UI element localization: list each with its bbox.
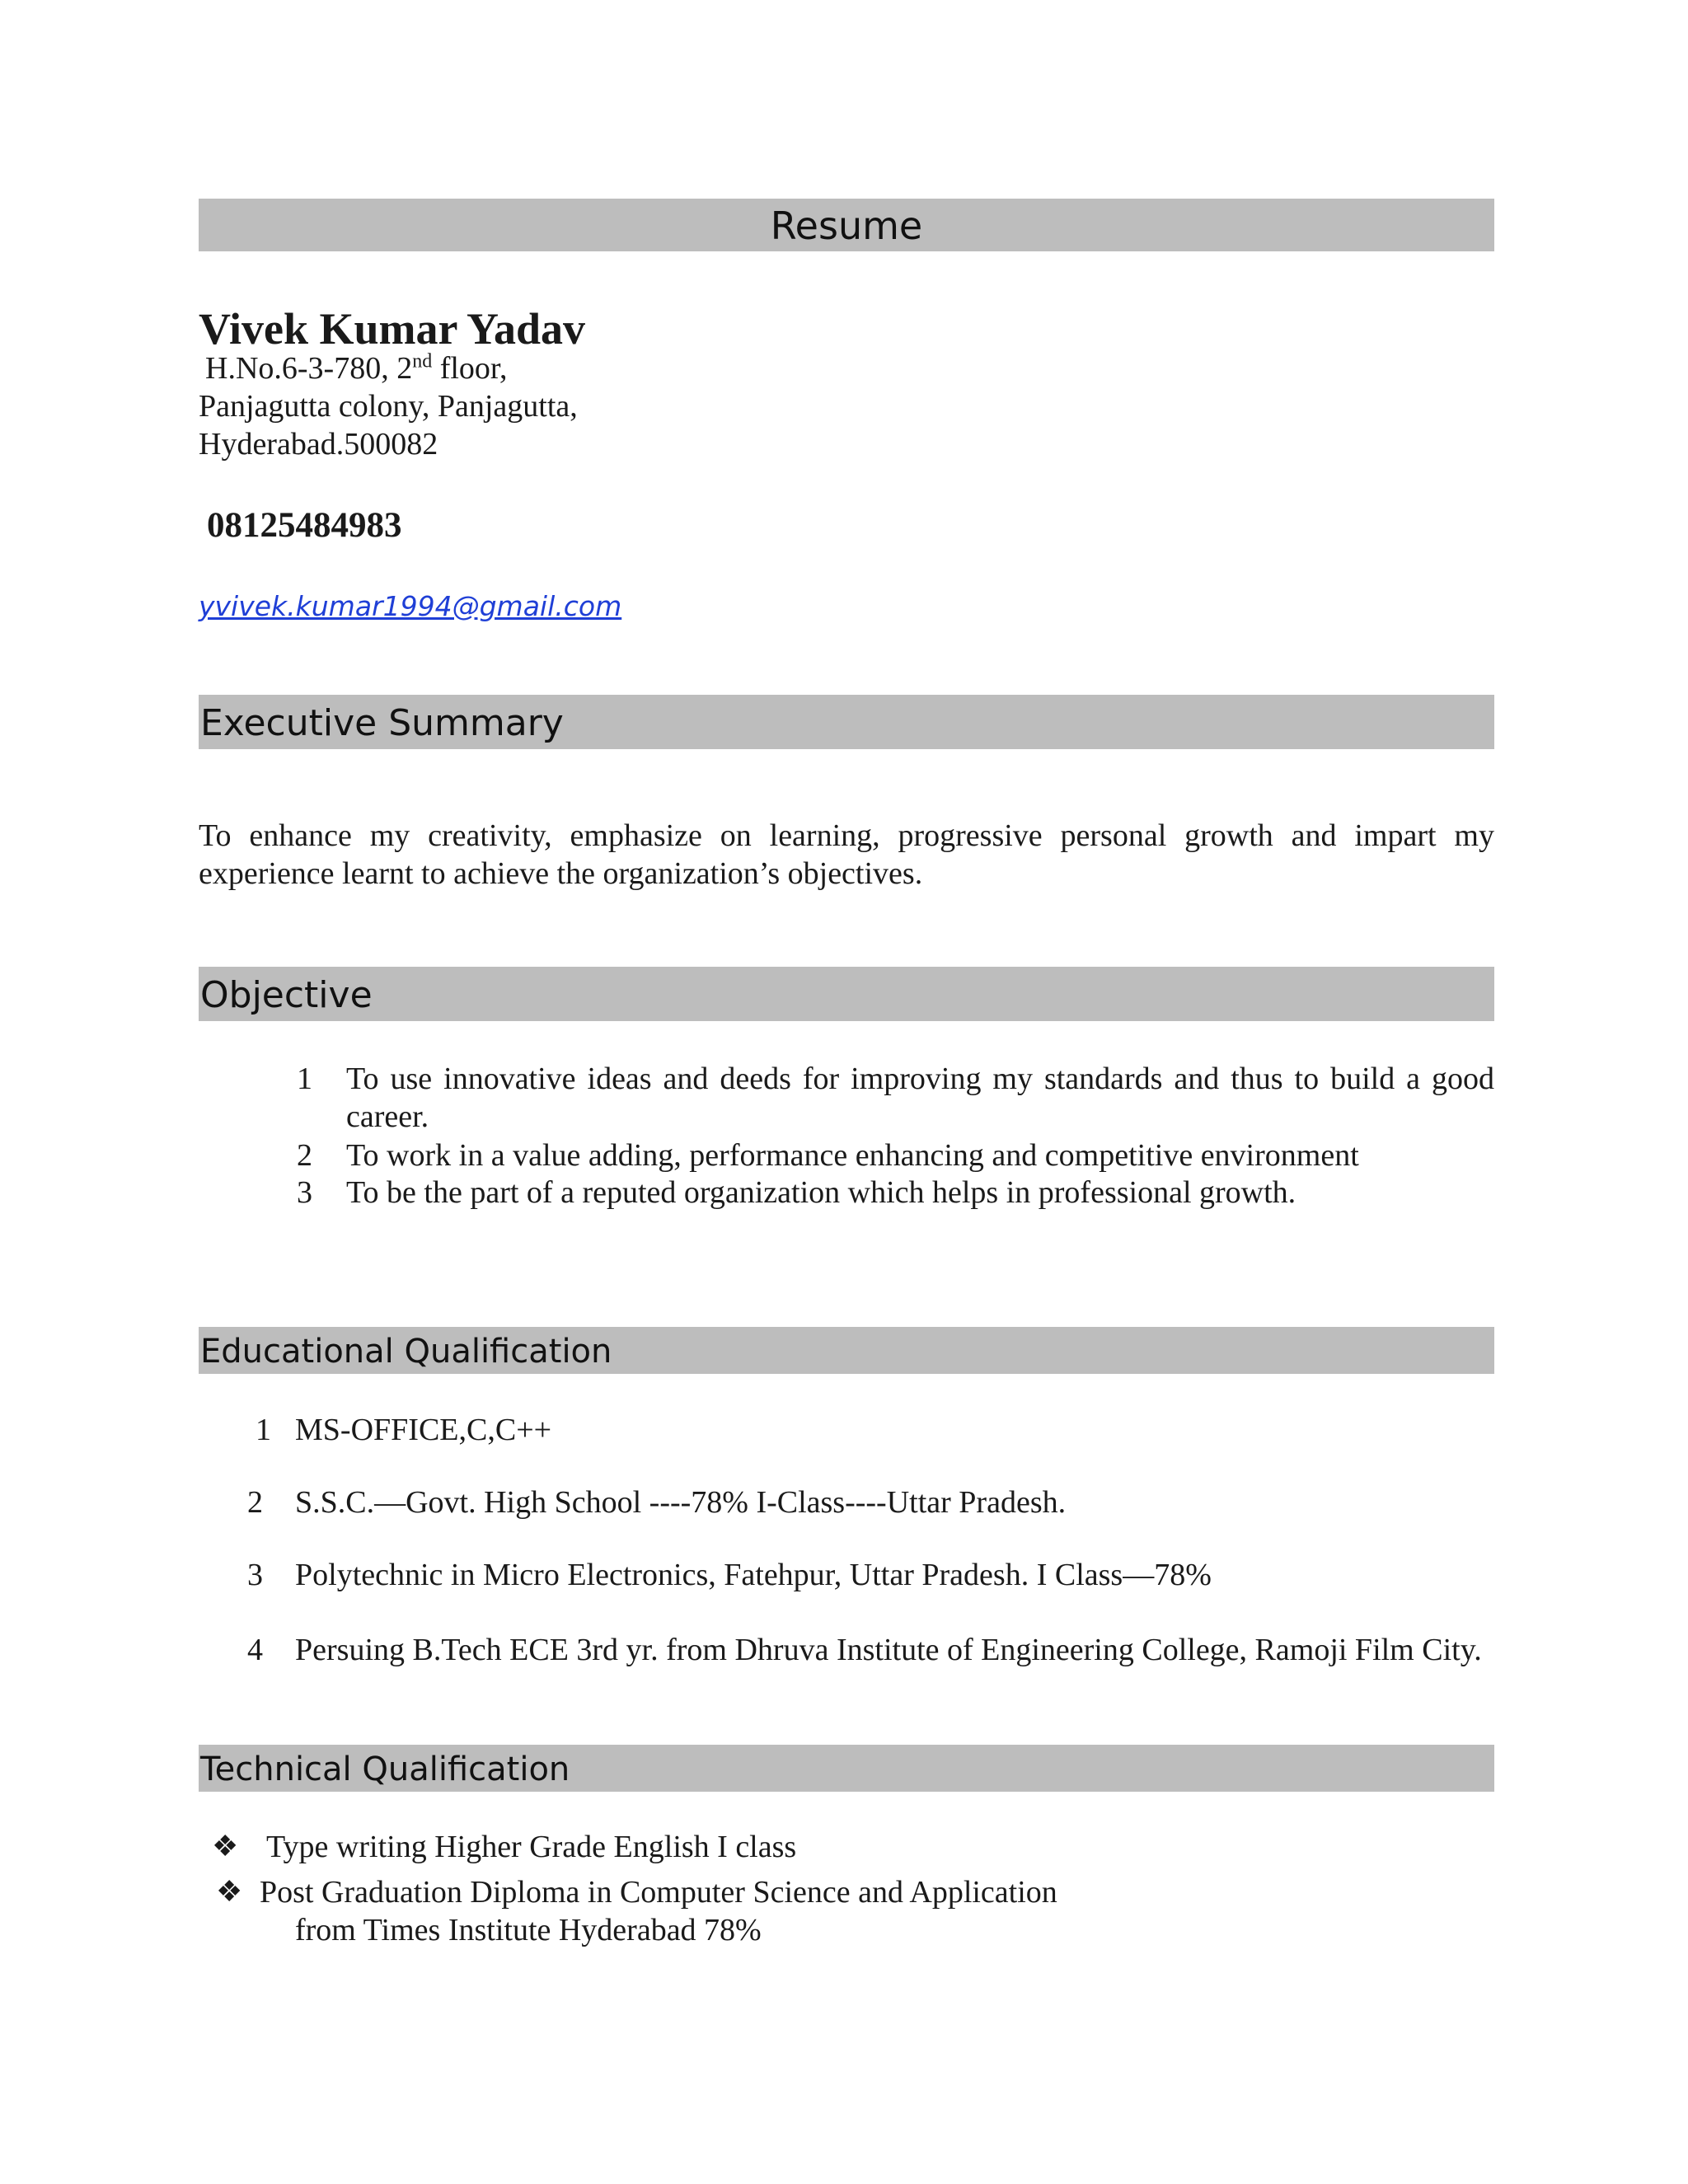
diamond-bullet-icon: ❖ — [216, 1875, 243, 1908]
education-item: Persuing B.Tech ECE 3rd yr. from Dhruva Institute of Engineering College, Ramoji Film City. — [295, 1633, 1482, 1667]
candidate-name: Vivek Kumar Yadav — [199, 304, 586, 354]
address-line-2: Panjagutta colony, Panjagutta, — [199, 389, 578, 424]
executive-summary-heading: Executive Summary — [200, 702, 564, 744]
objective-item: To work in a value adding, performance enhancing and competitive environment — [346, 1138, 1359, 1173]
technical-heading: Technical Qualification — [200, 1750, 570, 1788]
objective-item: To use innovative ideas and deeds for improving my standards and thus to build a good career. — [346, 1062, 1494, 1134]
technical-heading-bar — [199, 1745, 1494, 1792]
executive-summary-text: To enhance my creativity, emphasize on learning, progressive personal growth and impart my experience learnt to achieve the organization’s objectives. — [199, 818, 1494, 891]
education-heading-bar — [199, 1327, 1494, 1374]
objective-heading: Objective — [200, 974, 373, 1016]
resume-title: Resume — [770, 204, 923, 248]
technical-item-continuation: from Times Institute Hyderabad 78% — [295, 1913, 762, 1947]
education-item-number: 1 — [256, 1413, 271, 1447]
technical-item: Post Graduation Diploma in Computer Science and Application — [260, 1875, 1057, 1910]
phone-number: 08125484983 — [207, 506, 402, 545]
diamond-bullet-icon: ❖ — [212, 1830, 239, 1863]
email-link[interactable]: yvivek.kumar1994@gmail.com — [199, 590, 622, 622]
education-item-number: 4 — [247, 1633, 263, 1667]
address-line-1 — [205, 349, 508, 387]
address-ordinal-suffix: nd — [412, 350, 433, 373]
education-item: MS-OFFICE,C,C++ — [295, 1413, 552, 1447]
address-line-1-main: H.No.6-3-780, 2 — [205, 351, 413, 386]
address-line-1-end: floor, — [432, 351, 508, 386]
objective-item-number: 3 — [297, 1175, 312, 1210]
education-item-number: 3 — [247, 1558, 263, 1592]
objective-item-number: 2 — [297, 1138, 312, 1173]
address-line-3: Hyderabad.500082 — [199, 427, 438, 462]
objective-item: To be the part of a reputed organization which helps in professional growth. — [346, 1175, 1296, 1210]
resume-title-bar — [199, 199, 1494, 251]
objective-heading-bar — [199, 967, 1494, 1021]
education-heading: Educational Qualification — [200, 1333, 612, 1371]
objective-item-number: 1 — [297, 1062, 312, 1096]
education-item-number: 2 — [247, 1485, 263, 1520]
technical-item: Type writing Higher Grade English I class — [266, 1830, 797, 1864]
education-item: Polytechnic in Micro Electronics, Fatehpur, Uttar Pradesh. I Class—78% — [295, 1558, 1212, 1592]
education-item: S.S.C.—Govt. High School ----78% I-Class----Uttar Pradesh. — [295, 1485, 1067, 1520]
executive-summary-heading-bar — [199, 695, 1494, 749]
